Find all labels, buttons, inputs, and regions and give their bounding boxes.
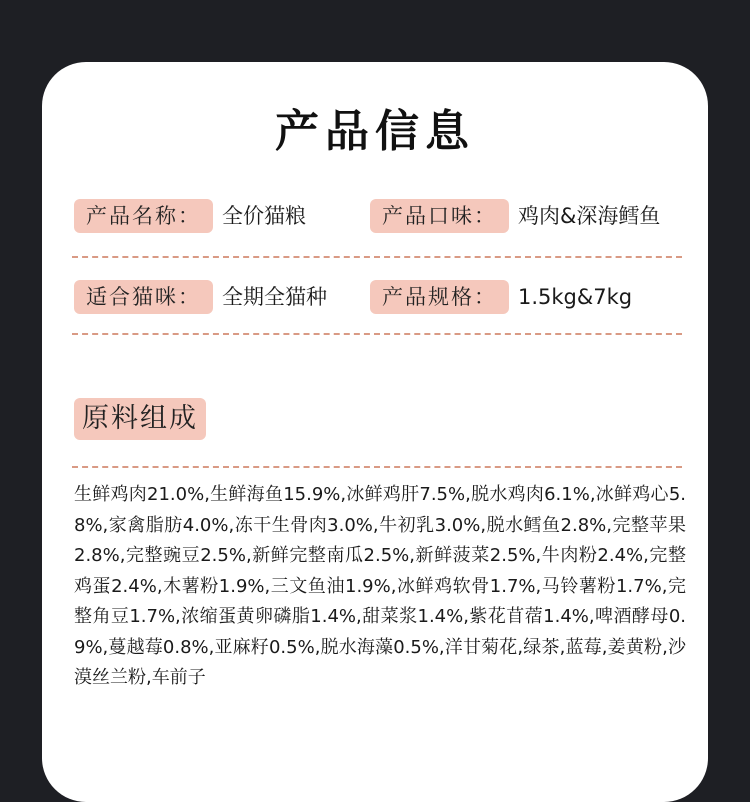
divider bbox=[72, 333, 682, 335]
suitable-cat-label: 适合猫咪： bbox=[74, 280, 213, 314]
product-flavor-label: 产品口味： bbox=[370, 199, 509, 233]
divider bbox=[72, 256, 682, 258]
ingredients-heading: 原料组成 bbox=[74, 398, 206, 440]
suitable-cat-value: 全期全猫种 bbox=[222, 285, 327, 309]
divider bbox=[72, 466, 682, 468]
product-name-value: 全价猫粮 bbox=[222, 204, 306, 228]
product-spec-label: 产品规格： bbox=[370, 280, 509, 314]
product-name-label: 产品名称： bbox=[74, 199, 213, 233]
product-spec-value: 1.5kg&7kg bbox=[518, 285, 633, 309]
page-title: 产品信息 bbox=[275, 106, 475, 157]
product-flavor-value: 鸡肉&深海鳕鱼 bbox=[518, 204, 661, 228]
ingredients-list: 生鲜鸡肉21.0%,生鲜海鱼15.9%,冰鲜鸡肝7.5%,脱水鸡肉6.1%,冰鲜鸡心5.8%,家禽脂肪4.0%,冻干生骨肉3.0%,牛初乳3.0%,脱水鳕鱼2.8%,完整苹果2.8%,完整豌豆2.5%,新鲜完整南瓜2.5%,新鲜菠菜2.5%,牛肉粉2.4%,完整鸡蛋2.4%,木薯粉1.9%,三文鱼油1.9%,冰鲜鸡软骨1.7%,马铃薯粉1.7%,完整角豆1.7%,浓缩蛋黄卵磷脂1.4%,甜菜浆1.4%,紫花苜蓿1.4%,啤酒酵母0.9%,蔓越莓0.8%,亚麻籽0.5%,脱水海藻0.5%,洋甘菊花,绿茶,蓝莓,姜黄粉,沙漠丝兰粉,车前子 bbox=[74, 484, 686, 688]
